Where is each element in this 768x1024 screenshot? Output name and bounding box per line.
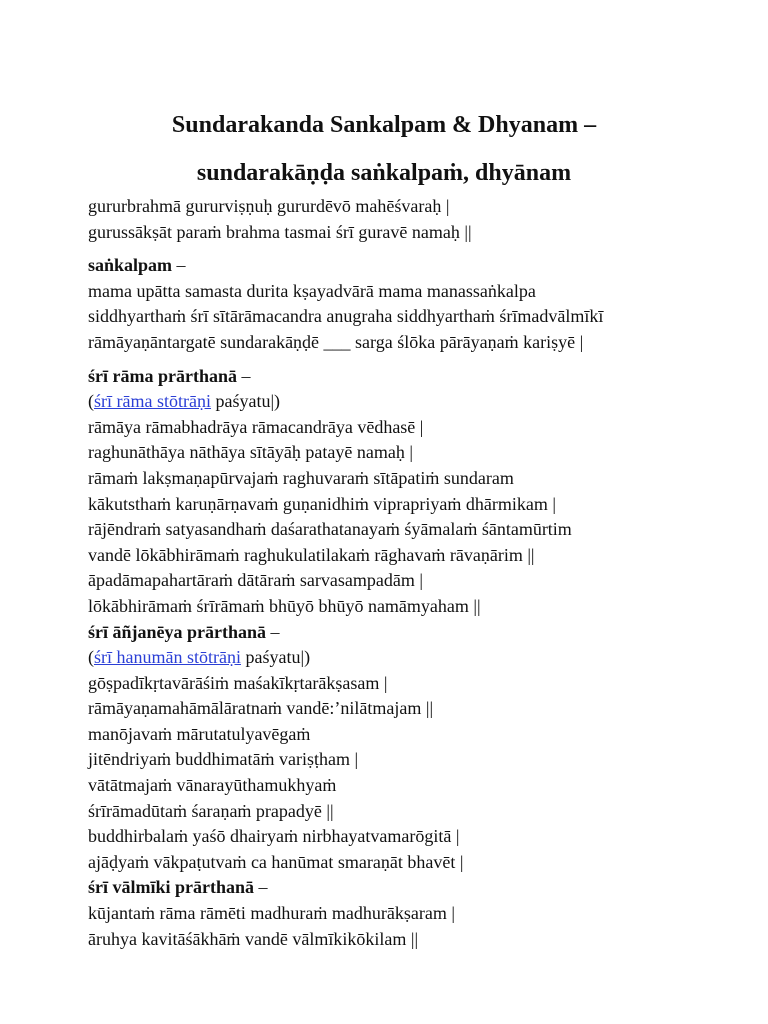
page-subtitle: sundarakāṇḍa saṅkalpaṁ, dhyānam [196,160,572,186]
section-heading [88,875,728,901]
section-heading [88,253,728,279]
verse-line: raghunāthāya nāthāya sītāyāḥ patayē namaḥ | [88,442,413,463]
verse-line: kākutsthaṁ karuṇārṇavaṁ guṇanidhiṁ viprapriyaṁ dhārmikam | [88,493,556,514]
verse-line: jitēndriyaṁ buddhimatāṁ variṣṭham | [88,749,359,770]
verse-line: vātātmajaṁ vānarayūthamukhyaṁ [88,775,337,796]
heading-text: śrī rāma prārthanā [88,365,237,386]
heading-dash: – [254,877,268,898]
page-title: Sundarakanda Sankalpam & Dhyanam – [171,112,597,138]
verse-line: mama upātta samasta durita kṣayadvārā mama manassaṅkalpa [88,280,536,301]
reference-line [88,389,728,415]
verse-line: rāmaṁ lakṣmaṇapūrvajaṁ raghuvaraṁ sītāpatiṁ sundaram [88,467,514,488]
sankalpam-section [88,253,728,355]
verse-line: śrīrāmadūtaṁ śaraṇaṁ prapadyē || [88,800,334,821]
rama-prarthana-section [88,364,728,620]
heading-dash: – [266,621,280,642]
heading-dash: – [172,255,186,276]
ref-open: ( [88,647,94,668]
rama-stotrani-link[interactable]: śrī rāma stōtrāṇi [94,391,211,412]
verse-line: rāmāyaṇamahāmālāratnaṁ vandē:’nilātmajam || [88,698,434,719]
heading-text: śrī vālmīki prārthanā [88,877,255,898]
verse-line: kūjantaṁ rāma rāmēti madhuraṁ madhurākṣaram | [88,903,455,924]
verse-line: lōkābhirāmaṁ śrīrāmaṁ bhūyō bhūyō namāmyaham || [88,595,481,616]
hanuman-stotrani-link[interactable]: śrī hanumān stōtrāṇi [94,647,241,668]
verse-line: ajāḍyaṁ vākpaṭutvaṁ ca hanūmat smaraṇāt bhavēt | [88,851,464,872]
valmiki-prarthana-section [88,875,728,952]
verse-line: gōṣpadīkṛtavārāśiṁ maśakīkṛtarākṣasam | [88,672,388,693]
heading-dash: – [236,365,251,386]
verse-line: āruhya kavitāśākhāṁ vandē vālmīkikōkilam || [88,928,419,949]
anjaneya-prarthana-section [88,620,728,876]
ref-open: ( [88,391,94,412]
guru-verse [88,194,728,245]
heading-text: saṅkalpam [88,255,173,276]
heading-text: śrī āñjanēya prārthanā [88,621,267,642]
section-heading [88,364,728,390]
verse-line: āpadāmapahartāraṁ dātāraṁ sarvasampadām | [88,570,423,591]
verse-line: gururbrahmā gururviṣṇuḥ gururdēvō mahēśvaraḥ | [88,196,450,216]
verse-line: rājēndraṁ satyasandhaṁ daśarathatanayaṁ śyāmalaṁ śāntamūrtim [88,519,572,540]
verse-line: buddhirbalaṁ yaśō dhairyaṁ nirbhayatvamarōgitā | [88,826,460,847]
verse-line: gurussākṣāt paraṁ brahma tasmai śrī guravē namaḥ || [88,221,472,242]
reference-line [88,645,728,671]
verse-line: siddhyarthaṁ śrī sītārāmacandra anugraha siddhyarthaṁ śrīmadvālmīkī [88,306,604,327]
verse-line: rāmāyaṇāntargatē sundarakāṇḍē ___ sarga ślōka pārāyaṇaṁ kariṣyē | [88,331,584,352]
verse-line: manōjavaṁ mārutatulyavēgaṁ [88,723,311,744]
document-page [88,108,728,952]
verse-line: rāmāya rāmabhadrāya rāmacandrāya vēdhasē | [88,416,424,437]
section-heading [88,620,728,646]
verse-line: vandē lōkābhirāmaṁ raghukulatilakaṁ rāghavaṁ rāvaṇārim || [88,544,535,565]
ref-close: paśyatu|) [210,391,281,412]
ref-close: paśyatu|) [240,647,311,668]
